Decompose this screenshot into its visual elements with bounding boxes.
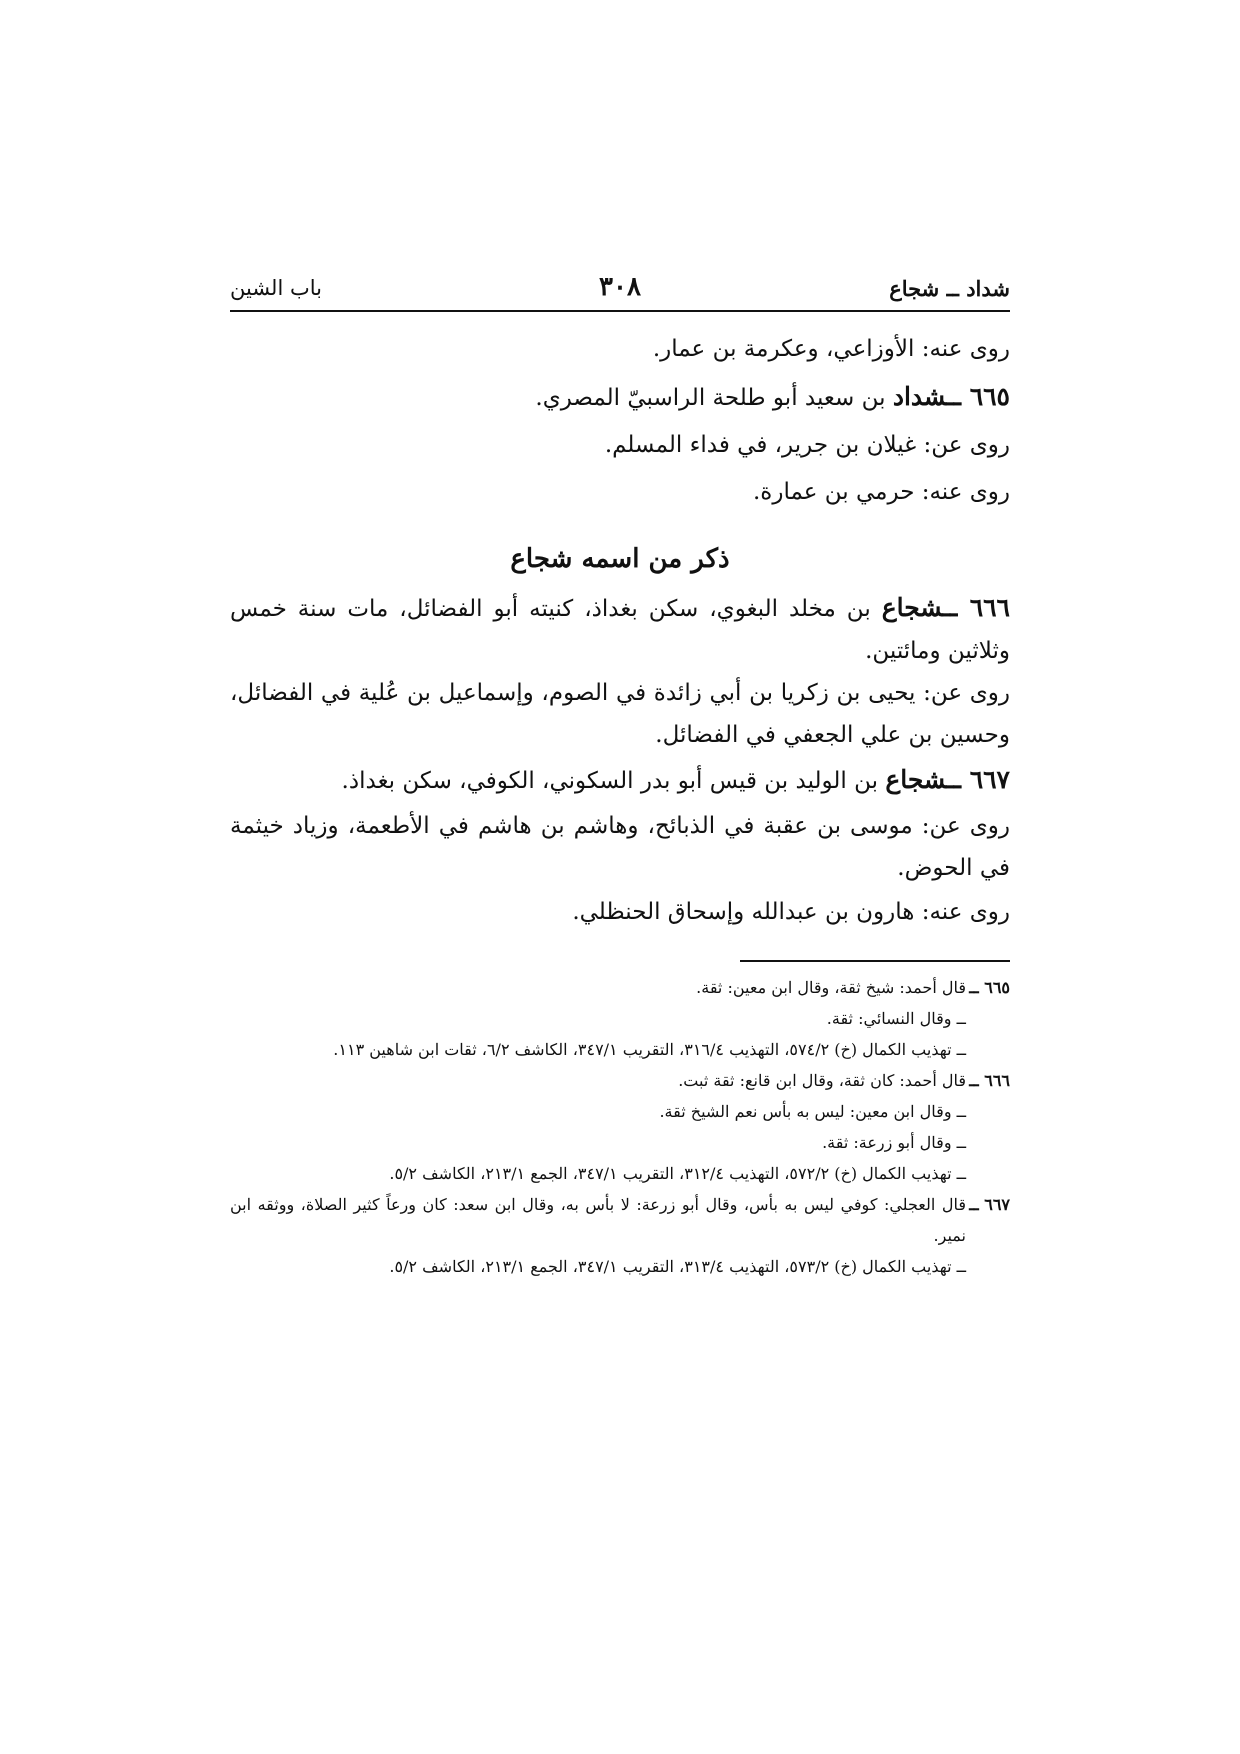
entry-description: بن سعيد أبو طلحة الراسبيّ المصري. xyxy=(535,385,893,411)
entry-666-narrated-from: روى عن: يحيى بن زكريا بن أبي زائدة في الصوم، وإسماعيل بن عُلية في الفضائل، وحسين بن علي الجعفي في الفضائل. xyxy=(230,680,1010,748)
chapter-title: باب الشين xyxy=(230,276,322,300)
footnote-number: ٦٦٧ ــ xyxy=(969,1195,1010,1214)
entry-667-narrators: روى عنه: هارون بن عبدالله وإسحاق الحنظلي. xyxy=(572,899,1010,925)
entry-667-narrated-from: روى عن: موسى بن عقبة في الذبائح، وهاشم بن هاشم في الأطعمة، وزياد خيثمة في الحوض. xyxy=(230,813,1010,881)
footnotes xyxy=(230,972,1010,1282)
entry-name: شجاع xyxy=(885,765,947,794)
entry-name: شداد xyxy=(892,382,947,411)
entry-name: شجاع xyxy=(881,593,943,622)
entry-666 xyxy=(230,587,1010,672)
section-title: ذكر من اسمه شجاع xyxy=(510,544,730,574)
footnote-number: ٦٦٦ ــ xyxy=(969,1071,1010,1090)
entry-description: بن مخلد البغوي، سكن بغداذ، كنيته أبو الفضائل، مات سنة خمس وثلاثين ومائتين. xyxy=(230,596,1010,664)
prev-entry-narrators: روى عنه: الأوزاعي، وعكرمة بن عمار. xyxy=(652,336,1010,362)
entry-number: ٦٦٥ ــ xyxy=(946,382,1010,411)
main-text xyxy=(230,326,1010,936)
entry-665-narrated-from: روى عن: غيلان بن جرير، في فداء المسلم. xyxy=(604,432,1010,458)
footnote-line: قال أحمد: كان ثقة، وقال ابن قانع: ثقة ثبت. xyxy=(678,1071,966,1090)
footnote-line: ــ تهذيب الكمال (خ) ٥٧٣/٢، التهذيب ٣١٣/٤، التقريب ٣٤٧/١، الجمع ٢١٣/١، الكاشف ٥/٢. xyxy=(389,1257,966,1276)
entry-665 xyxy=(230,373,1010,422)
footnote-line: ــ تهذيب الكمال (خ) ٥٧٢/٢، التهذيب ٣١٢/٤، التقريب ٣٤٧/١، الجمع ٢١٣/١، الكاشف ٥/٢. xyxy=(389,1164,966,1183)
entry-number: ٦٦٦ ــ xyxy=(942,593,1010,622)
page-number: ٣٠٨ xyxy=(599,272,641,302)
footnote-line: ــ وقال النسائي: ثقة. xyxy=(826,1009,966,1028)
document-page xyxy=(230,270,1010,1282)
footnote-666 xyxy=(230,1065,1010,1189)
footnote-665 xyxy=(230,972,1010,1065)
footnote-line: قال العجلي: كوفي ليس به بأس، وقال أبو زرعة: لا بأس به، وقال ابن سعد: كان ورعاً كثير الصلاة، ووثقه ابن نمير. xyxy=(230,1195,966,1245)
entry-667 xyxy=(230,756,1010,805)
footnote-line: قال أحمد: شيخ ثقة، وقال ابن معين: ثقة. xyxy=(696,978,966,997)
running-title: شداد ــ شجاع xyxy=(889,276,1010,301)
footnote-667 xyxy=(230,1189,1010,1282)
page-header xyxy=(230,270,1010,312)
entry-number: ٦٦٧ ــ xyxy=(946,765,1010,794)
footnote-separator xyxy=(740,960,1010,962)
entry-665-narrators: روى عنه: حرمي بن عمارة. xyxy=(752,479,1010,505)
entry-description: بن الوليد بن قيس أبو بدر السكوني، الكوفي، سكن بغداذ. xyxy=(341,768,886,794)
footnote-number: ٦٦٥ ــ xyxy=(969,978,1010,997)
footnote-line: ــ وقال أبو زرعة: ثقة. xyxy=(822,1133,966,1152)
footnote-line: ــ وقال ابن معين: ليس به بأس نعم الشيخ ثقة. xyxy=(659,1102,966,1121)
footnote-line: ــ تهذيب الكمال (خ) ٥٧٤/٢، التهذيب ٣١٦/٤، التقريب ٣٤٧/١، الكاشف ٦/٢، ثقات ابن شاهين ١١٣. xyxy=(333,1040,966,1059)
